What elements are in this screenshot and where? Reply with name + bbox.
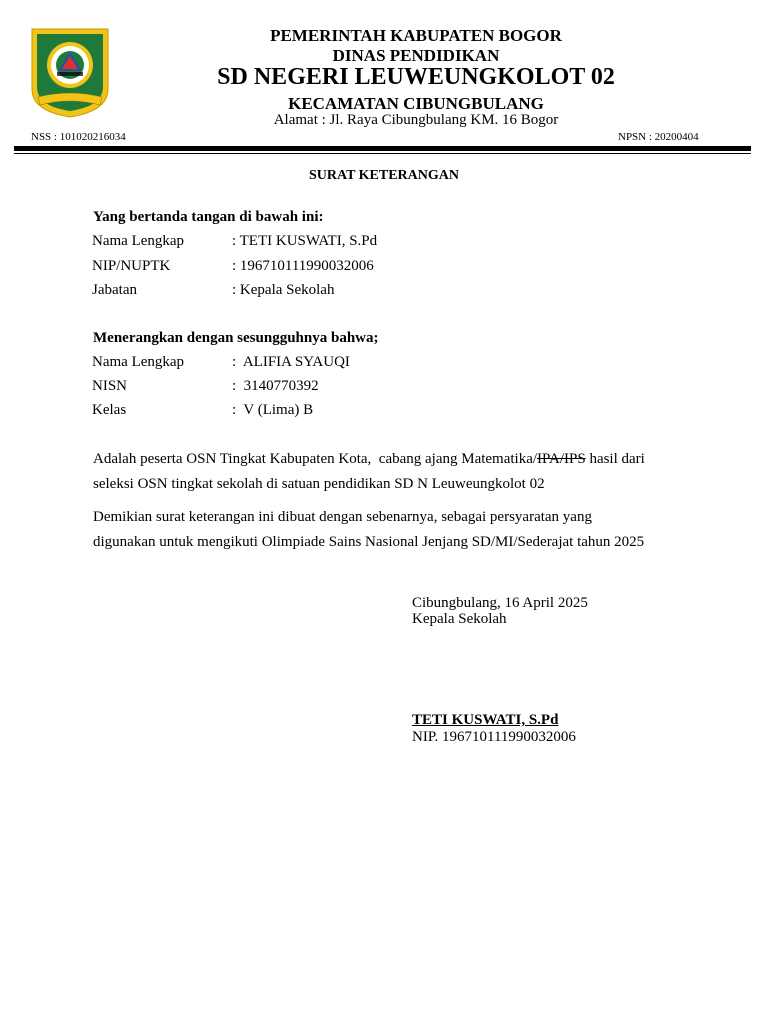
government-name: PEMERINTAH KABUPATEN BOGOR	[270, 26, 562, 45]
struck-subjects: IPA/IPS	[537, 451, 586, 467]
district-name: KECAMATAN CIBUNGBULANG	[288, 94, 544, 113]
signer-intro: Yang bertanda tangan di bawah ini:	[93, 209, 324, 225]
student-nisn-label: NISN	[92, 378, 128, 394]
letter-title: SURAT KETERANGAN	[308, 168, 459, 183]
student-nisn-value: : 3140770392	[232, 378, 319, 394]
signer-position-value: : Kepala Sekolah	[232, 282, 335, 298]
letterhead-divider-thick	[14, 146, 751, 151]
osn-participation-paragraph	[93, 447, 645, 497]
subject-intro: Menerangkan dengan sesungguhnya bahwa;	[93, 330, 379, 346]
signer-name-value: : TETI KUSWATI, S.Pd	[232, 233, 378, 249]
signer-name-label: Nama Lengkap	[92, 233, 185, 249]
signature-place-date: Cibungbulang, 16 April 2025	[412, 595, 588, 611]
paragraph1-line2: seleksi OSN tingkat sekolah di satuan pendidikan SD N Leuweungkolot 02	[93, 476, 545, 492]
paragraph2-line1: Demikian surat keterangan ini dibuat dengan sebenarnya, sebagai persyaratan yang	[93, 509, 592, 525]
signer-nip-value: : 196710111990032006	[232, 258, 374, 274]
signer-position-label: Jabatan	[92, 282, 137, 298]
school-address: Alamat : Jl. Raya Cibungbulang KM. 16 Bogor	[273, 112, 559, 128]
paragraph1-line1-post: hasil dari	[585, 451, 645, 467]
nss-number: NSS : 101020216034	[31, 131, 126, 143]
school-logo	[30, 27, 110, 119]
student-class-value: : V (Lima) B	[232, 402, 314, 418]
signature-name: TETI KUSWATI, S.Pd	[412, 712, 559, 728]
student-name-label: Nama Lengkap	[92, 354, 185, 370]
paragraph1-line1	[93, 447, 645, 472]
bogor-regency-emblem-icon	[30, 27, 110, 119]
signature-position: Kepala Sekolah	[412, 611, 507, 627]
agency-name: DINAS PENDIDIKAN	[332, 46, 500, 65]
closing-paragraph	[93, 505, 644, 555]
signature-nip: NIP. 196710111990032006	[412, 729, 576, 745]
npsn-number: NPSN : 20200404	[618, 131, 699, 143]
signer-nip-label: NIP/NUPTK	[92, 258, 171, 274]
letterhead-divider-thin	[14, 153, 751, 154]
paragraph2-line2: digunakan untuk mengikuti Olimpiade Sains Nasional Jenjang SD/MI/Sederajat tahun 2025	[93, 534, 645, 550]
paragraph1-line1-pre: Adalah peserta OSN Tingkat Kabupaten Kota, cabang ajang Matematika/	[93, 451, 538, 467]
student-class-label: Kelas	[92, 402, 127, 418]
student-name-value: : ALIFIA SYAUQI	[232, 354, 350, 370]
school-name: SD NEGERI LEUWEUNGKOLOT 02	[217, 64, 615, 90]
